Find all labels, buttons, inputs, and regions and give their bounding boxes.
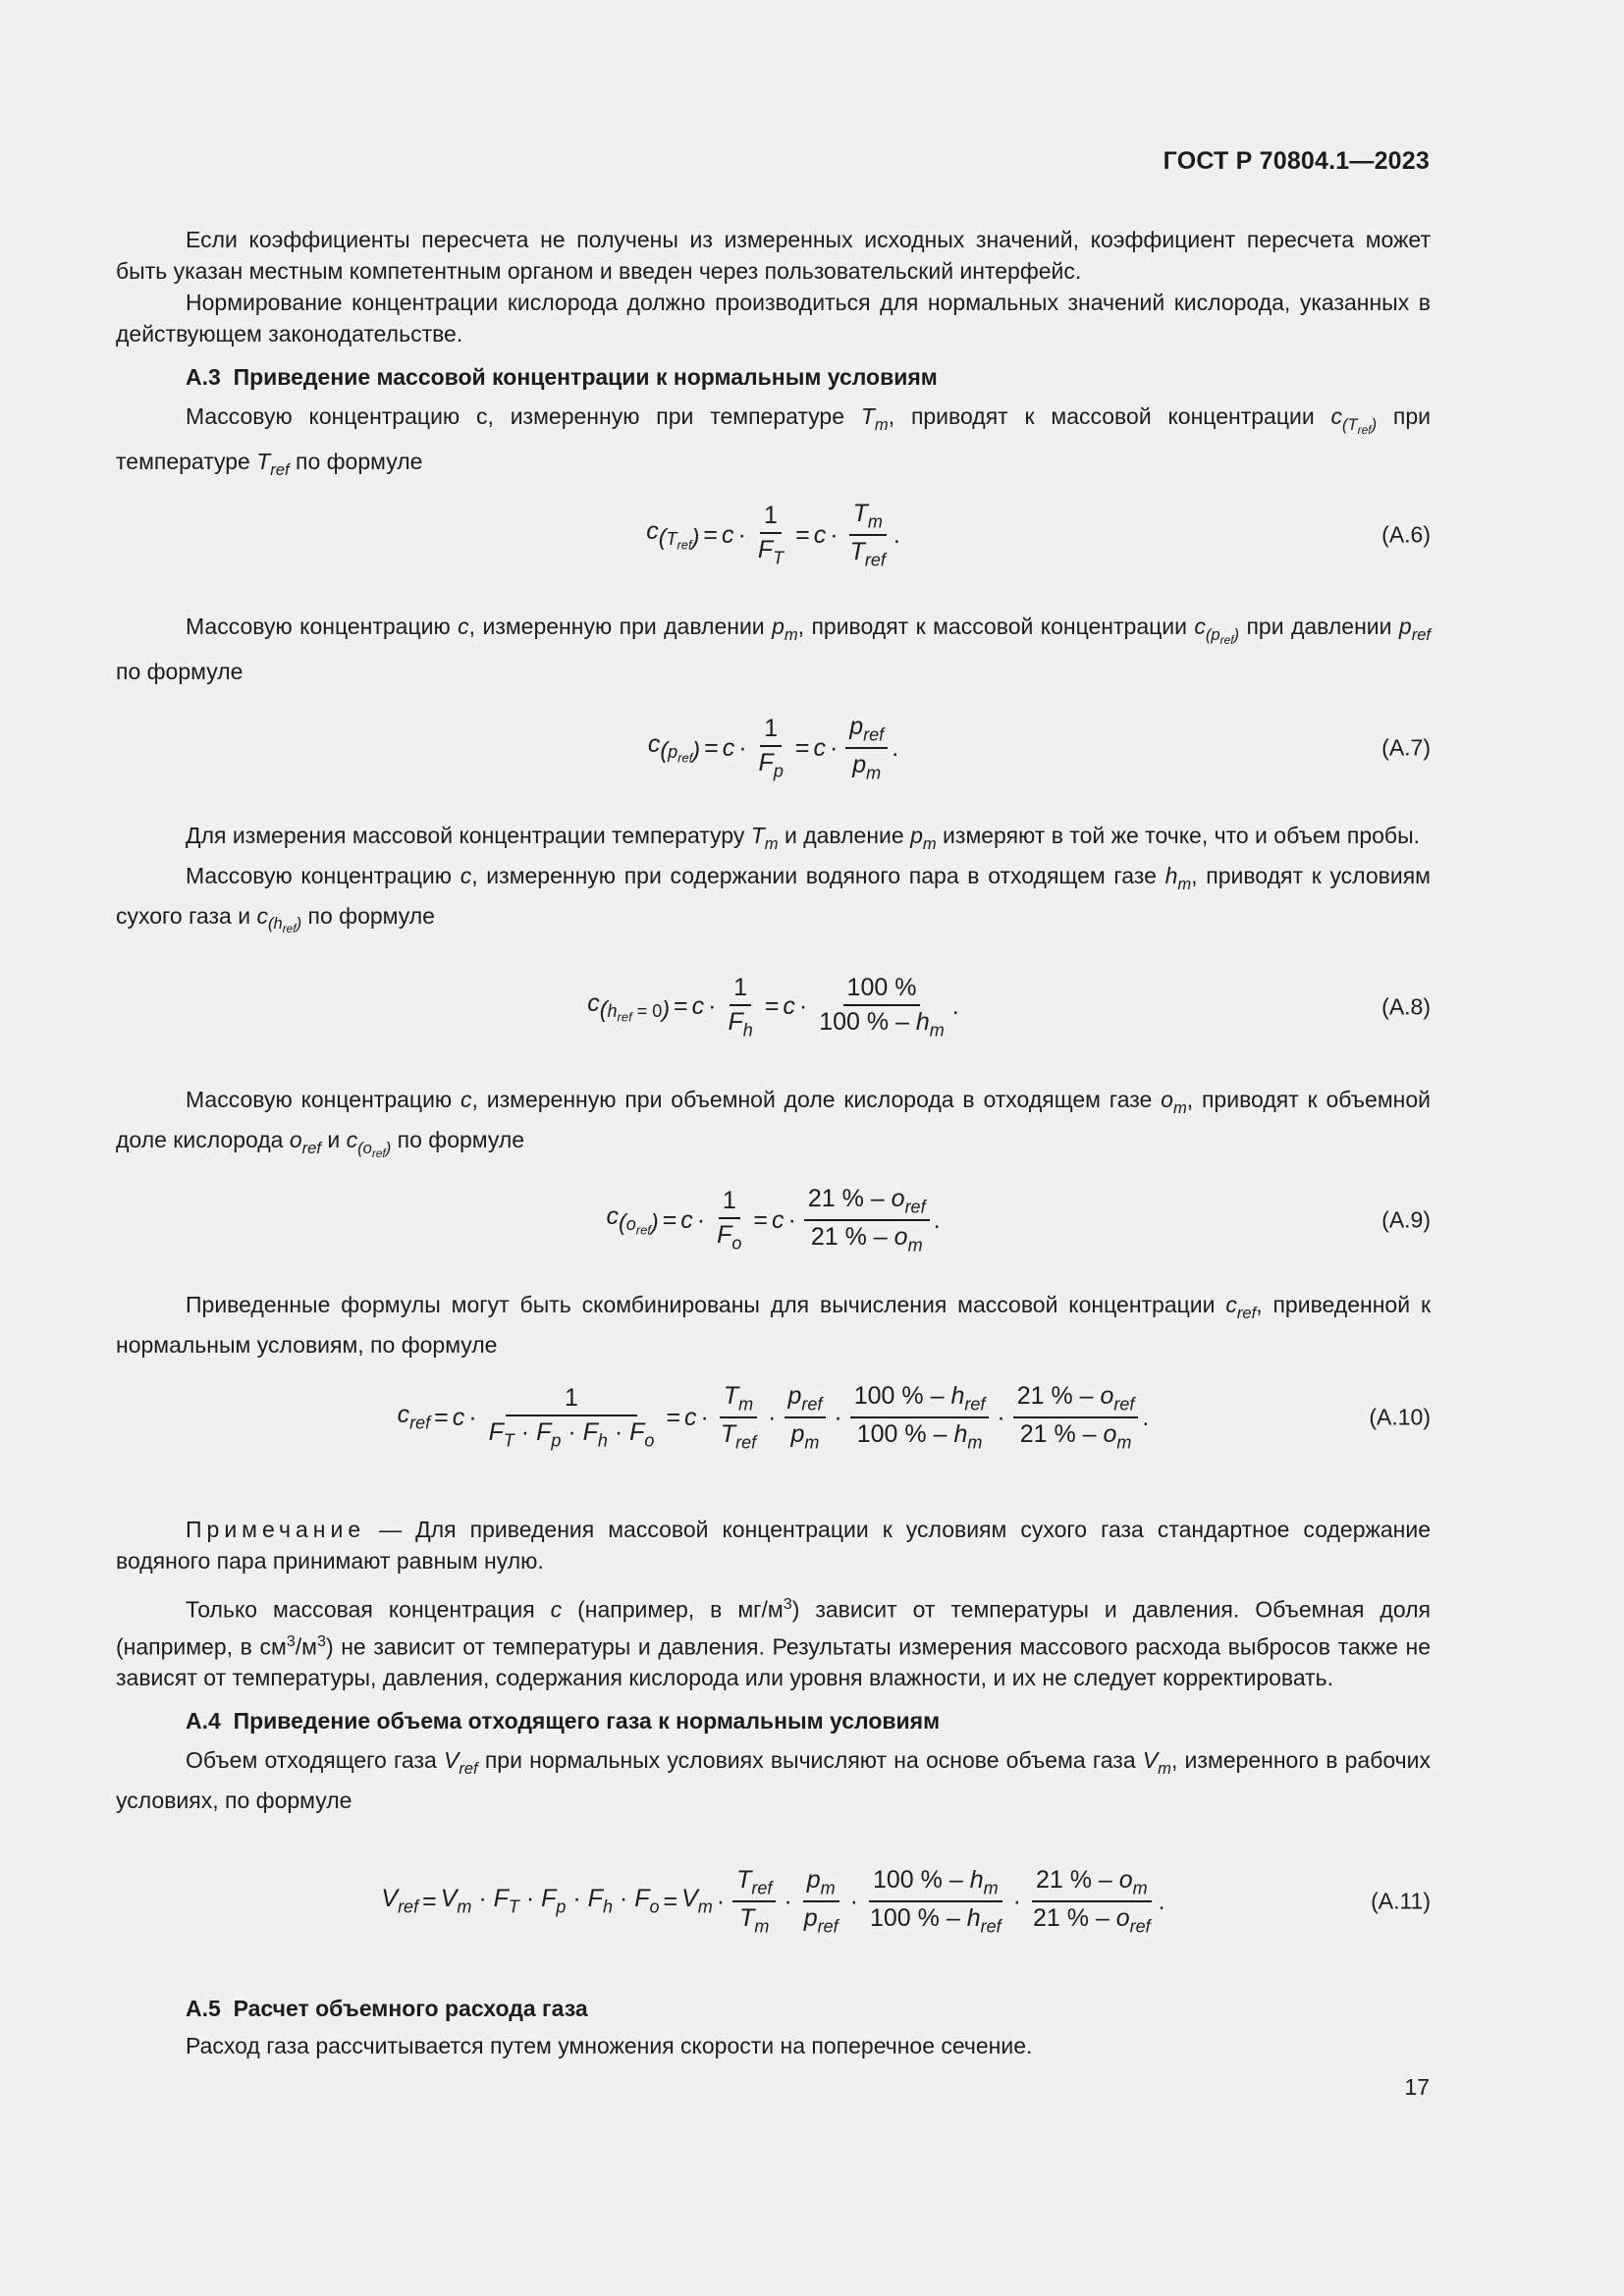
page-number: 17	[1404, 2074, 1430, 2100]
paragraph: Массовую концентрацию c, измеренную при содержании водяного пара в отходящем газе $h_m$, приводят к условиям сухого газа и $c_{(h_{ref})}$ по формуле	[116, 862, 1431, 936]
equation-a6: $c_{(T_{ref})}$ = c · $\frac{1}{F_T}$ = c · $\frac{T_m}{T_{ref}}$ . (А.6)	[646, 499, 1431, 570]
paragraph: Если коэффициенты пересчета не получены из измеренных исходных значений, коэффициент пересчета может быть указан местным компетентным органом и введен через пользовательский интерфейс.	[116, 227, 1431, 284]
a9-intro	[116, 1084, 1431, 1169]
equation-number: (А.9)	[1381, 1206, 1431, 1233]
a8-intro	[116, 820, 1431, 945]
equation-number: (А.8)	[1381, 993, 1431, 1020]
equation-number: (А.6)	[1381, 521, 1431, 548]
equation-a8: $c_{(h_{ref} = 0)}$ = c · $\frac{1}{F_h}$ = c · $\frac{100 \%}{100 \% - h_m}$ . (А.8)	[587, 973, 1431, 1041]
a7-intro	[116, 611, 1431, 687]
equation-number: (А.11)	[1371, 1888, 1431, 1914]
equation-a10: $c_{ref}$ = c · $\frac{1}{F_T \cdot F_p \cdot F_h \cdot F_o}$ = c · $\frac{T_m}{T_{ref}}$ · $\frac{p_{ref}}{p_m}$ · $\frac{100 \% - h_{ref}}{100 \% - h_m}$ · $\frac{21 \% - o_{ref}}{21 \% - o_m}$ . (А.10)	[397, 1381, 1431, 1453]
section-heading-a3: А.3 Приведение массовой концентрации к нормальным условиям	[186, 364, 938, 390]
section-heading-a4: А.4 Приведение объема отходящего газа к нормальным условиям	[186, 1708, 941, 1735]
paragraph: Массовую концентрацию с, измеренную при температуре $T_m$, приводят к массовой концентрации $c_{(T_{ref})}$ при температуре $T_{ref}$ по формуле	[116, 403, 1432, 479]
section-heading-a5: А.5 Расчет объемного расхода газа	[186, 1996, 588, 2021]
paragraph: Приведенные формулы могут быть скомбинированы для вычисления массовой концентрации $c_{ref}$, приведенной к нормальным условиям, по формуле	[116, 1292, 1432, 1358]
intro-block	[116, 224, 1431, 486]
paragraph: Нормирование концентрации кислорода должно производиться для нормальных значений кислорода, указанных в действующем законодательстве.	[116, 290, 1431, 347]
equation-number: (А.7)	[1381, 734, 1431, 761]
note-block	[116, 1514, 1431, 1816]
paragraph: Расход газа рассчитывается путем умножения скорости на поперечное сечение.	[186, 2033, 1033, 2058]
paragraph: Объем отходящего газа $V_{ref}$ при нормальных условиях вычисляют на основе объема газа $V_m$, измеренного в рабочих условиях, по формуле	[116, 1747, 1431, 1814]
paragraph: Массовую концентрацию c, измеренную при давлении $p_m$, приводят к массовой концентрации $c_{(p_{ref})}$ при давлении $p_{ref}$ по формуле	[116, 614, 1431, 684]
a10-intro	[116, 1289, 1431, 1361]
paragraph: Только массовая концентрация c (например, в $мг/м^3$) зависит от температуры и давления. Объемная доля (например, в $см^3/м^3$) не зависит от температуры и давления. Результаты измерения массового расхода выбросов также не зависят от температуры, давления, содержания кислорода или уровня влажности, и их не следует корректировать.	[116, 1595, 1431, 1691]
a5-block	[116, 1993, 1431, 2061]
equation-a9: $c_{(o_{ref})}$ = c · $\frac{1}{F_o}$ = c · $\frac{21 \% - o_{ref}}{21 \% - o_m}$ . (А.9)	[606, 1184, 1431, 1255]
equation-a7: $c_{(p_{ref})}$ = c · $\frac{1}{F_p}$ = c · $\frac{p_{ref}}{p_m}$ . (А.7)	[647, 712, 1431, 783]
paragraph: Для измерения массовой концентрации температуру $T_m$ и давление $p_m$ измеряют в той же точке, что и объем пробы.	[186, 823, 1420, 853]
equation-a11: $V_{ref}$ = $V_m \cdot F_T \cdot F_p \cdot F_h \cdot F_o$ = $V_m$ · $\frac{T_{ref}}{T_m}$ · $\frac{p_m}{p_{ref}}$ · $\frac{100 \% - h_m}{100 \% - h_{ref}}$ · $\frac{21 \% - o_m}{21 \% - o_{ref}}$ . (А.11)	[381, 1865, 1431, 1937]
equation-number: (А.10)	[1369, 1404, 1431, 1430]
standard-code: ГОСТ Р 70804.1—2023	[1163, 147, 1430, 175]
paragraph: Массовую концентрацию c, измеренную при объемной доле кислорода в отходящем газе $o_m$, приводят к объемной доле кислорода $o_{ref}$ и $c_{(o_{ref})}$ по формуле	[116, 1087, 1431, 1160]
note: Примечание — Для приведения массовой концентрации к условиям сухого газа стандартное содержание водяного пара принимают равным нулю.	[116, 1517, 1431, 1574]
